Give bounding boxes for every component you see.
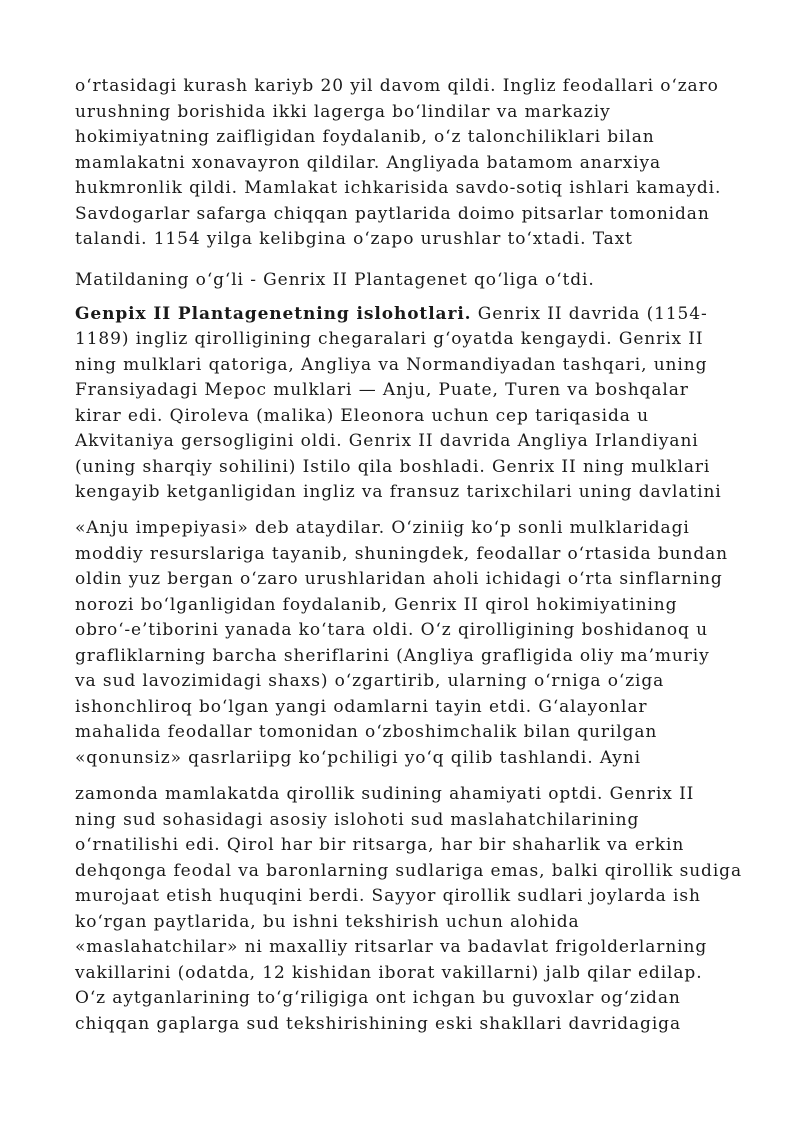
text-line: Akvitaniya gersogligini oldi. Genrix II davrida Angliya Irlandiyani: [75, 431, 699, 451]
text-line: «maslahatchilar» ni maxalliy ritsarlar va badavlat frigolderlarning: [75, 937, 708, 957]
text-line: mamlakatni xonavayron qildilar. Angliyada batamom anarxiya: [75, 152, 661, 173]
text-line: moddiy resurslariga tayanib, shuningdek, feodallar o‘rtasida bundan: [75, 543, 729, 564]
text-line: oldin yuz bergan o‘zaro urushlaridan aholi ichidagi o‘rta sinflarning: [75, 569, 723, 589]
text-line: «qonunsiz» qasrlariipg ko‘pchiligi yo‘q qilib tashlandi. Ayni: [75, 747, 641, 768]
section-heading: Genpix II Plantagenetning islohotlari.: [75, 303, 472, 324]
heading-line: [75, 302, 735, 328]
text-line: ishonchliroq bo‘lgan yangi odamlarni tayin etdi. G‘alayonlar: [75, 696, 648, 717]
text-line: 1189) ingliz qirolligining chegaralari g‘oyatda kengaydi. Genrix II: [75, 329, 704, 349]
text-line: norozi bo‘lganligidan foydalanib, Genrix II qirol hokimiyatining: [75, 594, 678, 615]
paragraph-1: [75, 74, 735, 253]
text-line: ning sud sohasidagi asosiy islohoti sud maslahatchilarining: [75, 809, 640, 830]
text-line: ning mulklari qatoriga, Angliya va Normandiyadan tashqari, uning: [75, 354, 708, 375]
text-line: vakillarini (odatda, 12 kishidan iborat vakillarni) jalb qilar edilap.: [75, 962, 703, 983]
text-line: va sud lavozimidagi shaxs) o‘zgartirib, ularning o‘rniga o‘ziga: [75, 671, 665, 691]
text-line: «Anju impepiyasi» deb ataydilar. O‘ziniig ko‘p sonli mulklaridagi: [75, 518, 690, 538]
text-line: hukmronlik qildi. Mamlakat ichkarisida savdo-sotiq ishlari kamaydi.: [75, 178, 722, 198]
text-line: chiqqan gaplarga sud tekshirishining eski shakllari davridagiga: [75, 1013, 681, 1034]
text-line: Savdogarlar safarga chiqqan paytlarida doimo pitsarlar tomonidan: [75, 203, 710, 224]
heading-rest: Genrix II davrida (1154-: [471, 303, 708, 324]
text-line: kengayib ketganligidan ingliz va fransuz tarixchilari uning davlatini: [75, 482, 722, 502]
text-line: mahalida feodallar tomonidan o‘zboshimchalik bilan qurilgan: [75, 722, 658, 742]
text-line: o‘rnatilishi edi. Qirol har bir ritsarga, har bir shaharlik va erkin: [75, 835, 685, 855]
text-line: murojaat etish huquqini berdi. Sayyor qirollik sudlari joylarda ish: [75, 886, 701, 906]
paragraph-2: [75, 268, 735, 506]
text-line: talandi. 1154 yilga kelibgina o‘zapo urushlar to‘xtadi. Taxt: [75, 229, 633, 249]
text-line: Matildaning o‘g‘li - Genrix II Plantagenet qo‘liga o‘tdi.: [75, 270, 595, 290]
text-line: dehqonga feodal va baronlarning sudlariga emas, balki qirollik sudiga: [75, 860, 742, 881]
text-line: obro‘-e’tiborini yanada ko‘tara oldi. O‘z qirolligining boshidanoq u: [75, 620, 708, 640]
text-line: O‘z aytganlarining to‘g‘riligiga ont ichgan bu guvoxlar og‘zidan: [75, 988, 681, 1008]
text-line: hokimiyatning zaifligidan foydalanib, o‘z talonchiliklari bilan: [75, 127, 655, 147]
text-line: (uning sharqiy sohilini) Istilo qila boshladi. Genrix II ning mulklari: [75, 456, 711, 477]
text-line: grafliklarning barcha sheriflarini (Angliya grafligida oliy ma’muriy: [75, 645, 710, 666]
text-line: ko‘rgan paytlarida, bu ishni tekshirish uchun alohida: [75, 911, 580, 932]
text-line: Fransiyadagi Mepoc mulklari — Anju, Puate, Turen va boshqalar: [75, 380, 689, 400]
text-line: urushning borishida ikki lagerga bo‘lindilar va markaziy: [75, 101, 611, 122]
text-line: zamonda mamlakatda qirollik sudining ahamiyati optdi. Genrix II: [75, 784, 695, 804]
text-line: kirar edi. Qiroleva (malika) Eleonora uchun cep tariqasida u: [75, 405, 649, 426]
paragraph-4: [75, 782, 742, 1037]
text-line: o‘rtasidagi kurash kariyb 20 yil davom qildi. Ingliz feodallari o‘zaro: [75, 76, 719, 96]
paragraph-3: [75, 516, 735, 771]
